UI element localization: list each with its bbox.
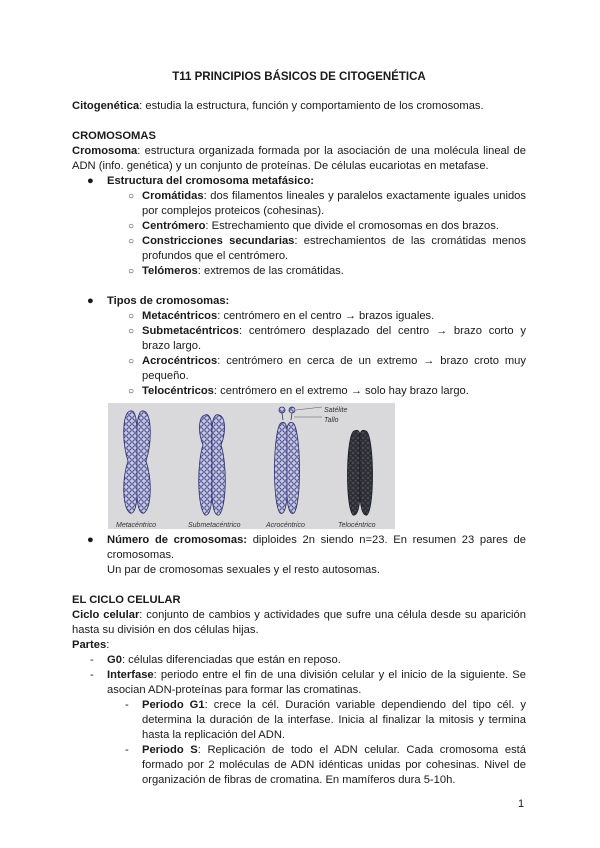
list-item [107,189,526,219]
list-item [72,294,526,399]
chromosome-number-list [72,533,526,578]
submetacentric-chromosome-icon [199,415,226,516]
stalk-label: Tallo [324,417,339,424]
section-heading-cromosomas: CROMOSOMAS [72,130,156,142]
ciclo-text: : conjunto de cambios y actividades que sufre una célula desde su aparición hasta su división en dos células hijas. [72,609,526,636]
list-item [72,174,526,279]
type-term: Telocéntricos [142,385,214,397]
satellite-label: Satélite [324,407,348,414]
circle-bullet-icon: ○ [128,326,135,337]
list-item [107,264,526,279]
chromosome-types-figure [108,403,395,529]
period-term: Periodo G1 [142,699,205,711]
circle-bullet-icon: ○ [128,191,135,202]
metacentric-caption: Metacéntrico [116,522,157,529]
intro-text: : estudia la estructura, función y comportamiento de los cromosomas. [139,100,484,112]
bullet-icon: ● [87,534,94,546]
interfase-text: : periodo entre el fin de una división celular y el inicio de la siguiente. Se asocian ADN-proteínas para formar las cromatinas. [107,669,526,696]
spacer [72,279,526,294]
cromosoma-text: : estructura organizada formada por la asociación de una molécula lineal de ADN (info. genética) y un conjunto de proteínas. De células eucariotas en metafase. [72,145,526,172]
dash-bullet-icon: - [90,654,94,666]
g0-term: G0 [107,654,122,666]
types-heading: Tipos de cromosomas: [107,295,230,307]
telocentric-chromosome-icon [347,430,372,515]
period-text: : Replicación de todo el ADN celular. Cada cromosoma está formado por 2 moléculas de ADN idénticas unidas por cohesinas. Nivel de organización de fibras de cromatina. En mamíferos dura 5-10h. [142,744,526,786]
list-item [107,354,526,384]
chromosome-number-line2: Un par de cromosomas sexuales y el resto autosomas. [107,564,380,576]
type-term: Acrocéntricos [142,355,218,367]
list-item [72,668,526,788]
structure-text: : Estrechamiento que divide el cromosomas en dos brazos. [205,220,499,232]
section-heading-ciclo-celular: EL CICLO CELULAR [72,594,181,606]
chromosome-illustration [108,403,395,529]
acrocentric-caption: Acrocéntrico [266,522,305,529]
structure-term: Telómeros [142,265,198,277]
type-term: Metacéntricos [142,310,218,322]
bullet-icon: ● [87,175,94,187]
cromosoma-term: Cromosoma [72,145,138,157]
parts-list [72,653,526,788]
type-text: : centrómero desplazado del centro → brazo corto y brazo largo. [142,325,526,352]
cromosoma-definition [72,144,526,174]
structure-text: : extremos de las cromátidas. [197,265,344,277]
page-title: T11 PRINCIPIOS BÁSICOS DE CITOGENÉTICA [172,71,426,83]
type-term: Submetacéntricos [142,325,239,337]
telocentric-caption: Telocéntrico [338,522,376,529]
structure-term: Centrómero [142,220,206,232]
metacentric-chromosome-icon [124,411,151,513]
parts-colon: : [106,639,110,651]
structure-text: : estrechamientos de las cromátidas menos profundos que el centrómero. [142,235,526,262]
bullet-icon: ● [87,295,94,307]
interfase-term: Interfase [107,669,154,681]
dash-bullet-icon: - [125,744,129,756]
structure-term: Constricciones secundarias [142,235,295,247]
list-item [107,219,526,234]
list-item [72,653,526,668]
structure-text: : dos filamentos lineales y paralelos exactamente iguales unidos por complejos proteicos (cohesinas). [142,190,526,217]
structure-list [72,174,526,279]
periods-list [107,698,526,788]
period-term: Periodo S [142,744,198,756]
document-content [72,70,526,788]
dash-bullet-icon: - [125,699,129,711]
intro-term: Citogenética [72,100,140,112]
structure-heading: Estructura del cromosoma metafásico: [107,175,315,187]
list-item [107,698,526,743]
parts-heading [72,638,526,653]
type-text: : centrómero en el centro → brazos iguales. [217,310,435,322]
page-number: 1 [518,798,525,810]
submetacentric-caption: Submetacéntrico [188,522,241,529]
list-item [107,234,526,264]
list-item [107,384,526,399]
list-item [107,324,526,354]
period-text: : crece la cél. Duración variable dependiendo del tipo cél. y determina la duración de la interfase. Inicia al finalizar la mitosis y termina hasta la replicación del ADN. [142,699,526,741]
structure-term: Cromátidas [142,190,204,202]
dash-bullet-icon: - [90,669,94,681]
chromosome-number-term: Número de cromosomas: [107,534,248,546]
type-text: : centrómero en cerca de un extremo → brazo croto muy pequeño. [142,355,526,382]
circle-bullet-icon: ○ [128,386,135,397]
parts-term: Partes [72,639,107,651]
ciclo-term: Ciclo celular [72,609,140,621]
acrocentric-chromosome-icon [274,407,322,513]
circle-bullet-icon: ○ [128,266,135,277]
structure-sublist [107,189,526,279]
intro-paragraph [72,99,526,114]
circle-bullet-icon: ○ [128,236,135,247]
types-sublist [107,309,526,399]
types-list [72,294,526,399]
circle-bullet-icon: ○ [128,356,135,367]
circle-bullet-icon: ○ [128,221,135,232]
list-item [107,743,526,788]
list-item [72,533,526,578]
type-text: : centrómero en el extremo → solo hay brazo largo. [213,385,469,397]
circle-bullet-icon: ○ [128,311,135,322]
ciclo-celular-definition [72,608,526,638]
chromosome-number-text: diploides 2n siendo n=23. En resumen 23 pares de cromosomas. [107,534,527,561]
g0-text: : células diferenciadas que están en reposo. [121,654,341,666]
list-item [107,309,526,324]
